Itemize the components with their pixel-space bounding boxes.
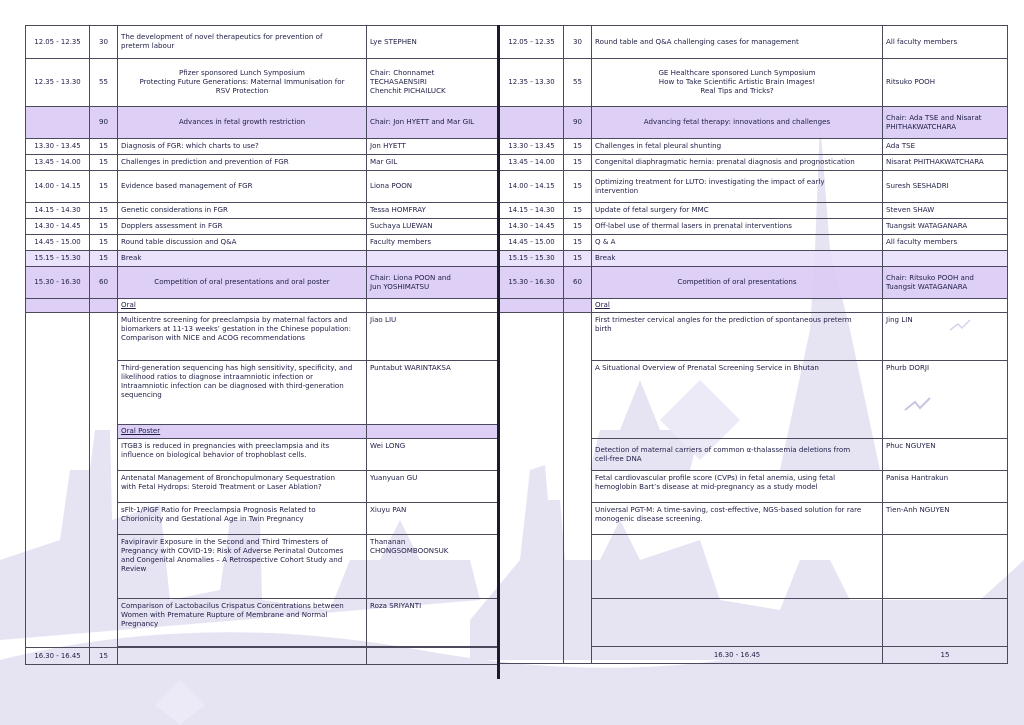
presenter-name: Jing LIN bbox=[883, 313, 1008, 361]
symposium-title: GE Healthcare sponsored Lunch Symposium How to Take Scientific Artistic Brain Images! Real Tips and Tricks? bbox=[592, 59, 883, 107]
duration-cell: 15 bbox=[564, 251, 592, 267]
time-cell: 12.05 - 12.35 bbox=[26, 26, 90, 59]
time-cell: 16.30 - 16.45 bbox=[592, 647, 883, 664]
abstract-title: Favipiravir Exposure in the Second and Third Trimesters of Pregnancy with COVID-19: Risk of Adverse Perinatal Outcomes and Congenital Anomalies – A Retrospective Cohort Study and Review bbox=[118, 535, 367, 599]
session-header-row bbox=[500, 107, 1008, 139]
speaker-name: Suchaya LUEWAN bbox=[367, 219, 499, 235]
talk-title: Congenital diaphragmatic hernia: prenatal diagnosis and prognostication bbox=[592, 155, 883, 171]
duration-cell: 90 bbox=[564, 107, 592, 139]
speaker-name: Ritsuko POOH bbox=[883, 59, 1008, 107]
abstract-title: sFlt-1/PlGF Ratio for Preeclampsia Prognosis Related to Chorionicity and Gestational Age in Twin Pregnancy bbox=[118, 503, 367, 535]
duration-cell: 15 bbox=[564, 139, 592, 155]
session-chairs: Chair: Jon HYETT and Mar GIL bbox=[367, 107, 499, 139]
duration-cell: 15 bbox=[90, 648, 118, 665]
table-row bbox=[500, 59, 1008, 107]
time-cell: 14.30 - 14.45 bbox=[26, 219, 90, 235]
time-cell bbox=[500, 299, 564, 313]
duration-cell: 30 bbox=[564, 26, 592, 59]
duration-cell: 15 bbox=[90, 251, 118, 267]
duration-cell bbox=[564, 299, 592, 313]
duration-cell: 15 bbox=[883, 647, 1008, 664]
time-cell bbox=[500, 107, 564, 139]
abstract-title: A Situational Overview of Prenatal Screening Service in Bhutan bbox=[592, 361, 883, 439]
time-cell: 15.15 - 15.30 bbox=[26, 251, 90, 267]
duration-cell: 15 bbox=[90, 235, 118, 251]
speaker-name: Steven SHAW bbox=[883, 203, 1008, 219]
competition-title: Competition of oral presentations and oral poster bbox=[118, 267, 367, 299]
time-cell: 15.15 - 15.30 bbox=[500, 251, 564, 267]
time-cell: 13.30 - 13.45 bbox=[500, 139, 564, 155]
abstract-title: Comparison of Lactobacilus Crispatus Concentrations between Women with Premature Rupture of Membrane and Normal Pregnancy bbox=[118, 599, 367, 647]
oral-label: Oral bbox=[592, 299, 883, 313]
talk-title: Diagnosis of FGR: which charts to use? bbox=[118, 139, 367, 155]
speaker-name: All faculty members bbox=[883, 235, 1008, 251]
session-title: Advances in fetal growth restriction bbox=[118, 107, 367, 139]
abstract-title: Antenatal Management of Bronchopulmonary Sequestration with Fetal Hydrops: Steroid Treatment or Laser Ablation? bbox=[118, 471, 367, 503]
break-row bbox=[500, 251, 1008, 267]
presenter-name bbox=[883, 535, 1008, 599]
duration-cell bbox=[90, 299, 118, 313]
time-cell: 12.35 - 13.30 bbox=[26, 59, 90, 107]
session-chairs: Chair: Ada TSE and Nisarat PHITHAKWATCHARA bbox=[883, 107, 1008, 139]
duration-cell: 90 bbox=[90, 107, 118, 139]
competition-chairs: Chair: Liona POON and Jun YOSHIMATSU bbox=[367, 267, 499, 299]
presenter-name: Yuanyuan GU bbox=[367, 471, 499, 503]
time-cell bbox=[500, 313, 564, 664]
time-cell: 13.45 - 14.00 bbox=[500, 155, 564, 171]
left-schedule-table bbox=[25, 25, 499, 665]
speaker-name: Faculty members bbox=[367, 235, 499, 251]
talk-title: Challenges in prediction and prevention of FGR bbox=[118, 155, 367, 171]
presenter-name: Wei LONG bbox=[367, 439, 499, 471]
speaker-name: Ada TSE bbox=[883, 139, 1008, 155]
presenter-name: Puntabut WARINTAKSA bbox=[367, 361, 499, 425]
session-title: Advancing fetal therapy: innovations and challenges bbox=[592, 107, 883, 139]
speaker-name: Jon HYETT bbox=[367, 139, 499, 155]
break-label: Break bbox=[118, 251, 367, 267]
table-row bbox=[500, 203, 1008, 219]
competition-chairs: Chair: Ritsuko POOH and Tuangsit WATAGANARA bbox=[883, 267, 1008, 299]
duration-cell: 15 bbox=[90, 203, 118, 219]
abstract-title: Detection of maternal carriers of common α-thalassemia deletions from cell-free DNA bbox=[592, 439, 883, 471]
duration-cell: 15 bbox=[564, 203, 592, 219]
end-row bbox=[26, 648, 499, 665]
talk-title: Challenges in fetal pleural shunting bbox=[592, 139, 883, 155]
time-cell: 15.30 - 16.30 bbox=[26, 267, 90, 299]
abstract-title bbox=[592, 599, 883, 647]
duration-cell bbox=[564, 313, 592, 664]
abstract-title: Fetal cardiovascular profile score (CVPs) in fetal anemia, using fetal hemoglobin Bart’s disease at mid-pregnancy as a study model bbox=[592, 471, 883, 503]
oral-subheader-row bbox=[500, 299, 1008, 313]
time-cell bbox=[26, 107, 90, 139]
abstract-title: First trimester cervical angles for the prediction of spontaneous preterm birth bbox=[592, 313, 883, 361]
speaker-name bbox=[367, 299, 499, 313]
abstract-title: Universal PGT-M: A time-saving, cost-effective, NGS-based solution for rare monogenic disease screening. bbox=[592, 503, 883, 535]
time-cell: 12.35 - 13.30 bbox=[500, 59, 564, 107]
talk-title: Round table and Q&A challenging cases for management bbox=[592, 26, 883, 59]
table-row bbox=[26, 203, 499, 219]
table-row bbox=[500, 235, 1008, 251]
talk-title: Dopplers assessment in FGR bbox=[118, 219, 367, 235]
presenter-name: Thananan CHONGSOMBOONSUK bbox=[367, 535, 499, 599]
duration-cell: 55 bbox=[90, 59, 118, 107]
time-cell: 15.30 - 16.30 bbox=[500, 267, 564, 299]
talk-title: Update of fetal surgery for MMC bbox=[592, 203, 883, 219]
table-row bbox=[26, 139, 499, 155]
speaker-name bbox=[883, 299, 1008, 313]
abstract-title: Third-generation sequencing has high sensitivity, specificity, and likelihood ratios to diagnose intraamniotic infection or Intraamniotic infection can be diagnosed with third-generation sequencing bbox=[118, 361, 367, 425]
table-row bbox=[500, 26, 1008, 59]
symposium-title: Pfizer sponsored Lunch Symposium Protecting Future Generations: Maternal Immunisation for RSV Protection bbox=[118, 59, 367, 107]
duration-cell: 55 bbox=[564, 59, 592, 107]
talk-title: Off-label use of thermal lasers in prenatal interventions bbox=[592, 219, 883, 235]
time-cell: 14.00 - 14.15 bbox=[500, 171, 564, 203]
time-cell bbox=[26, 299, 90, 313]
table-row bbox=[26, 171, 499, 203]
talk-title: The development of novel therapeutics for prevention of preterm labour bbox=[118, 26, 367, 59]
speaker-name bbox=[367, 648, 499, 665]
presenter-name: Phuc NGUYEN bbox=[883, 439, 1008, 471]
oral-subheader-row bbox=[26, 299, 499, 313]
competition-row bbox=[26, 267, 499, 299]
table-row bbox=[26, 235, 499, 251]
table-row bbox=[500, 219, 1008, 235]
time-cell: 14.15 - 14.30 bbox=[500, 203, 564, 219]
oral-label: Oral bbox=[118, 299, 367, 313]
abstract-title: ITGB3 is reduced in pregnancies with preeclampsia and its influence on biological behavior of trophoblast cells. bbox=[118, 439, 367, 471]
time-cell: 13.30 - 13.45 bbox=[26, 139, 90, 155]
speaker-name bbox=[367, 251, 499, 267]
time-cell: 14.15 - 14.30 bbox=[26, 203, 90, 219]
presenter-name: Xiuyu PAN bbox=[367, 503, 499, 535]
speaker-name bbox=[367, 425, 499, 439]
table-row bbox=[26, 59, 499, 107]
time-cell bbox=[26, 313, 90, 648]
table-row bbox=[26, 219, 499, 235]
time-cell: 12.05 - 12.35 bbox=[500, 26, 564, 59]
talk-title: Evidence based management of FGR bbox=[118, 171, 367, 203]
time-cell: 14.45 - 15.00 bbox=[26, 235, 90, 251]
table-row bbox=[500, 171, 1008, 203]
presenter-name: Phurb DORJI bbox=[883, 361, 1008, 439]
duration-cell: 15 bbox=[90, 139, 118, 155]
duration-cell: 15 bbox=[564, 155, 592, 171]
chair-names: Chair: Chonnamet TECHASAENSIRI Chenchit PICHAILUCK bbox=[367, 59, 499, 107]
talk-title: Round table discussion and Q&A bbox=[118, 235, 367, 251]
break-row bbox=[26, 251, 499, 267]
duration-cell: 30 bbox=[90, 26, 118, 59]
table-row bbox=[500, 155, 1008, 171]
time-cell: 14.00 - 14.15 bbox=[26, 171, 90, 203]
talk-title: Genetic considerations in FGR bbox=[118, 203, 367, 219]
speaker-name: Liona POON bbox=[367, 171, 499, 203]
table-row bbox=[26, 155, 499, 171]
duration-cell: 60 bbox=[564, 267, 592, 299]
competition-title: Competition of oral presentations bbox=[592, 267, 883, 299]
speaker-name: Suresh SESHADRI bbox=[883, 171, 1008, 203]
duration-cell: 15 bbox=[90, 171, 118, 203]
duration-cell: 15 bbox=[564, 219, 592, 235]
speaker-name: Lye STEPHEN bbox=[367, 26, 499, 59]
duration-cell: 15 bbox=[90, 219, 118, 235]
right-schedule-table bbox=[499, 25, 1008, 664]
presenter-name: Panisa Hantrakun bbox=[883, 471, 1008, 503]
time-cell: 14.45 - 15.00 bbox=[500, 235, 564, 251]
duration-cell: 15 bbox=[564, 235, 592, 251]
speaker-name: Nisarat PHITHAKWATCHARA bbox=[883, 155, 1008, 171]
presenter-name bbox=[883, 599, 1008, 647]
time-cell: 14.30 - 14.45 bbox=[500, 219, 564, 235]
speaker-name bbox=[883, 251, 1008, 267]
duration-cell bbox=[90, 313, 118, 648]
table-row bbox=[26, 313, 499, 361]
presenter-name: Roza SRIYANTI bbox=[367, 599, 499, 647]
table-row bbox=[26, 26, 499, 59]
abstract-title: Multicentre screening for preeclampsia by maternal factors and biomarkers at 11-13 weeks’ gestation in the Chinese population: Comparison with NICE and ACOG recommendations bbox=[118, 313, 367, 361]
speaker-name: Tessa HOMFRAY bbox=[367, 203, 499, 219]
presenter-name: Jiao LIU bbox=[367, 313, 499, 361]
time-cell: 13.45 - 14.00 bbox=[26, 155, 90, 171]
duration-cell: 15 bbox=[564, 171, 592, 203]
speaker-name: Mar GIL bbox=[367, 155, 499, 171]
break-label: Break bbox=[592, 251, 883, 267]
table-row bbox=[500, 313, 1008, 361]
table-row bbox=[500, 139, 1008, 155]
oral-poster-label: Oral Poster bbox=[118, 425, 367, 439]
time-cell: 16.30 - 16.45 bbox=[26, 648, 90, 665]
column-divider bbox=[497, 25, 500, 679]
duration-cell: 60 bbox=[90, 267, 118, 299]
talk-title bbox=[118, 648, 367, 665]
session-header-row bbox=[26, 107, 499, 139]
abstract-title bbox=[592, 535, 883, 599]
presenter-name: Tien-Anh NGUYEN bbox=[883, 503, 1008, 535]
talk-title: Optimizing treatment for LUTO: investigating the impact of early intervention bbox=[592, 171, 883, 203]
speaker-name: Tuangsit WATAGANARA bbox=[883, 219, 1008, 235]
duration-cell: 15 bbox=[90, 155, 118, 171]
competition-row bbox=[500, 267, 1008, 299]
talk-title: Q & A bbox=[592, 235, 883, 251]
speaker-name: All faculty members bbox=[883, 26, 1008, 59]
